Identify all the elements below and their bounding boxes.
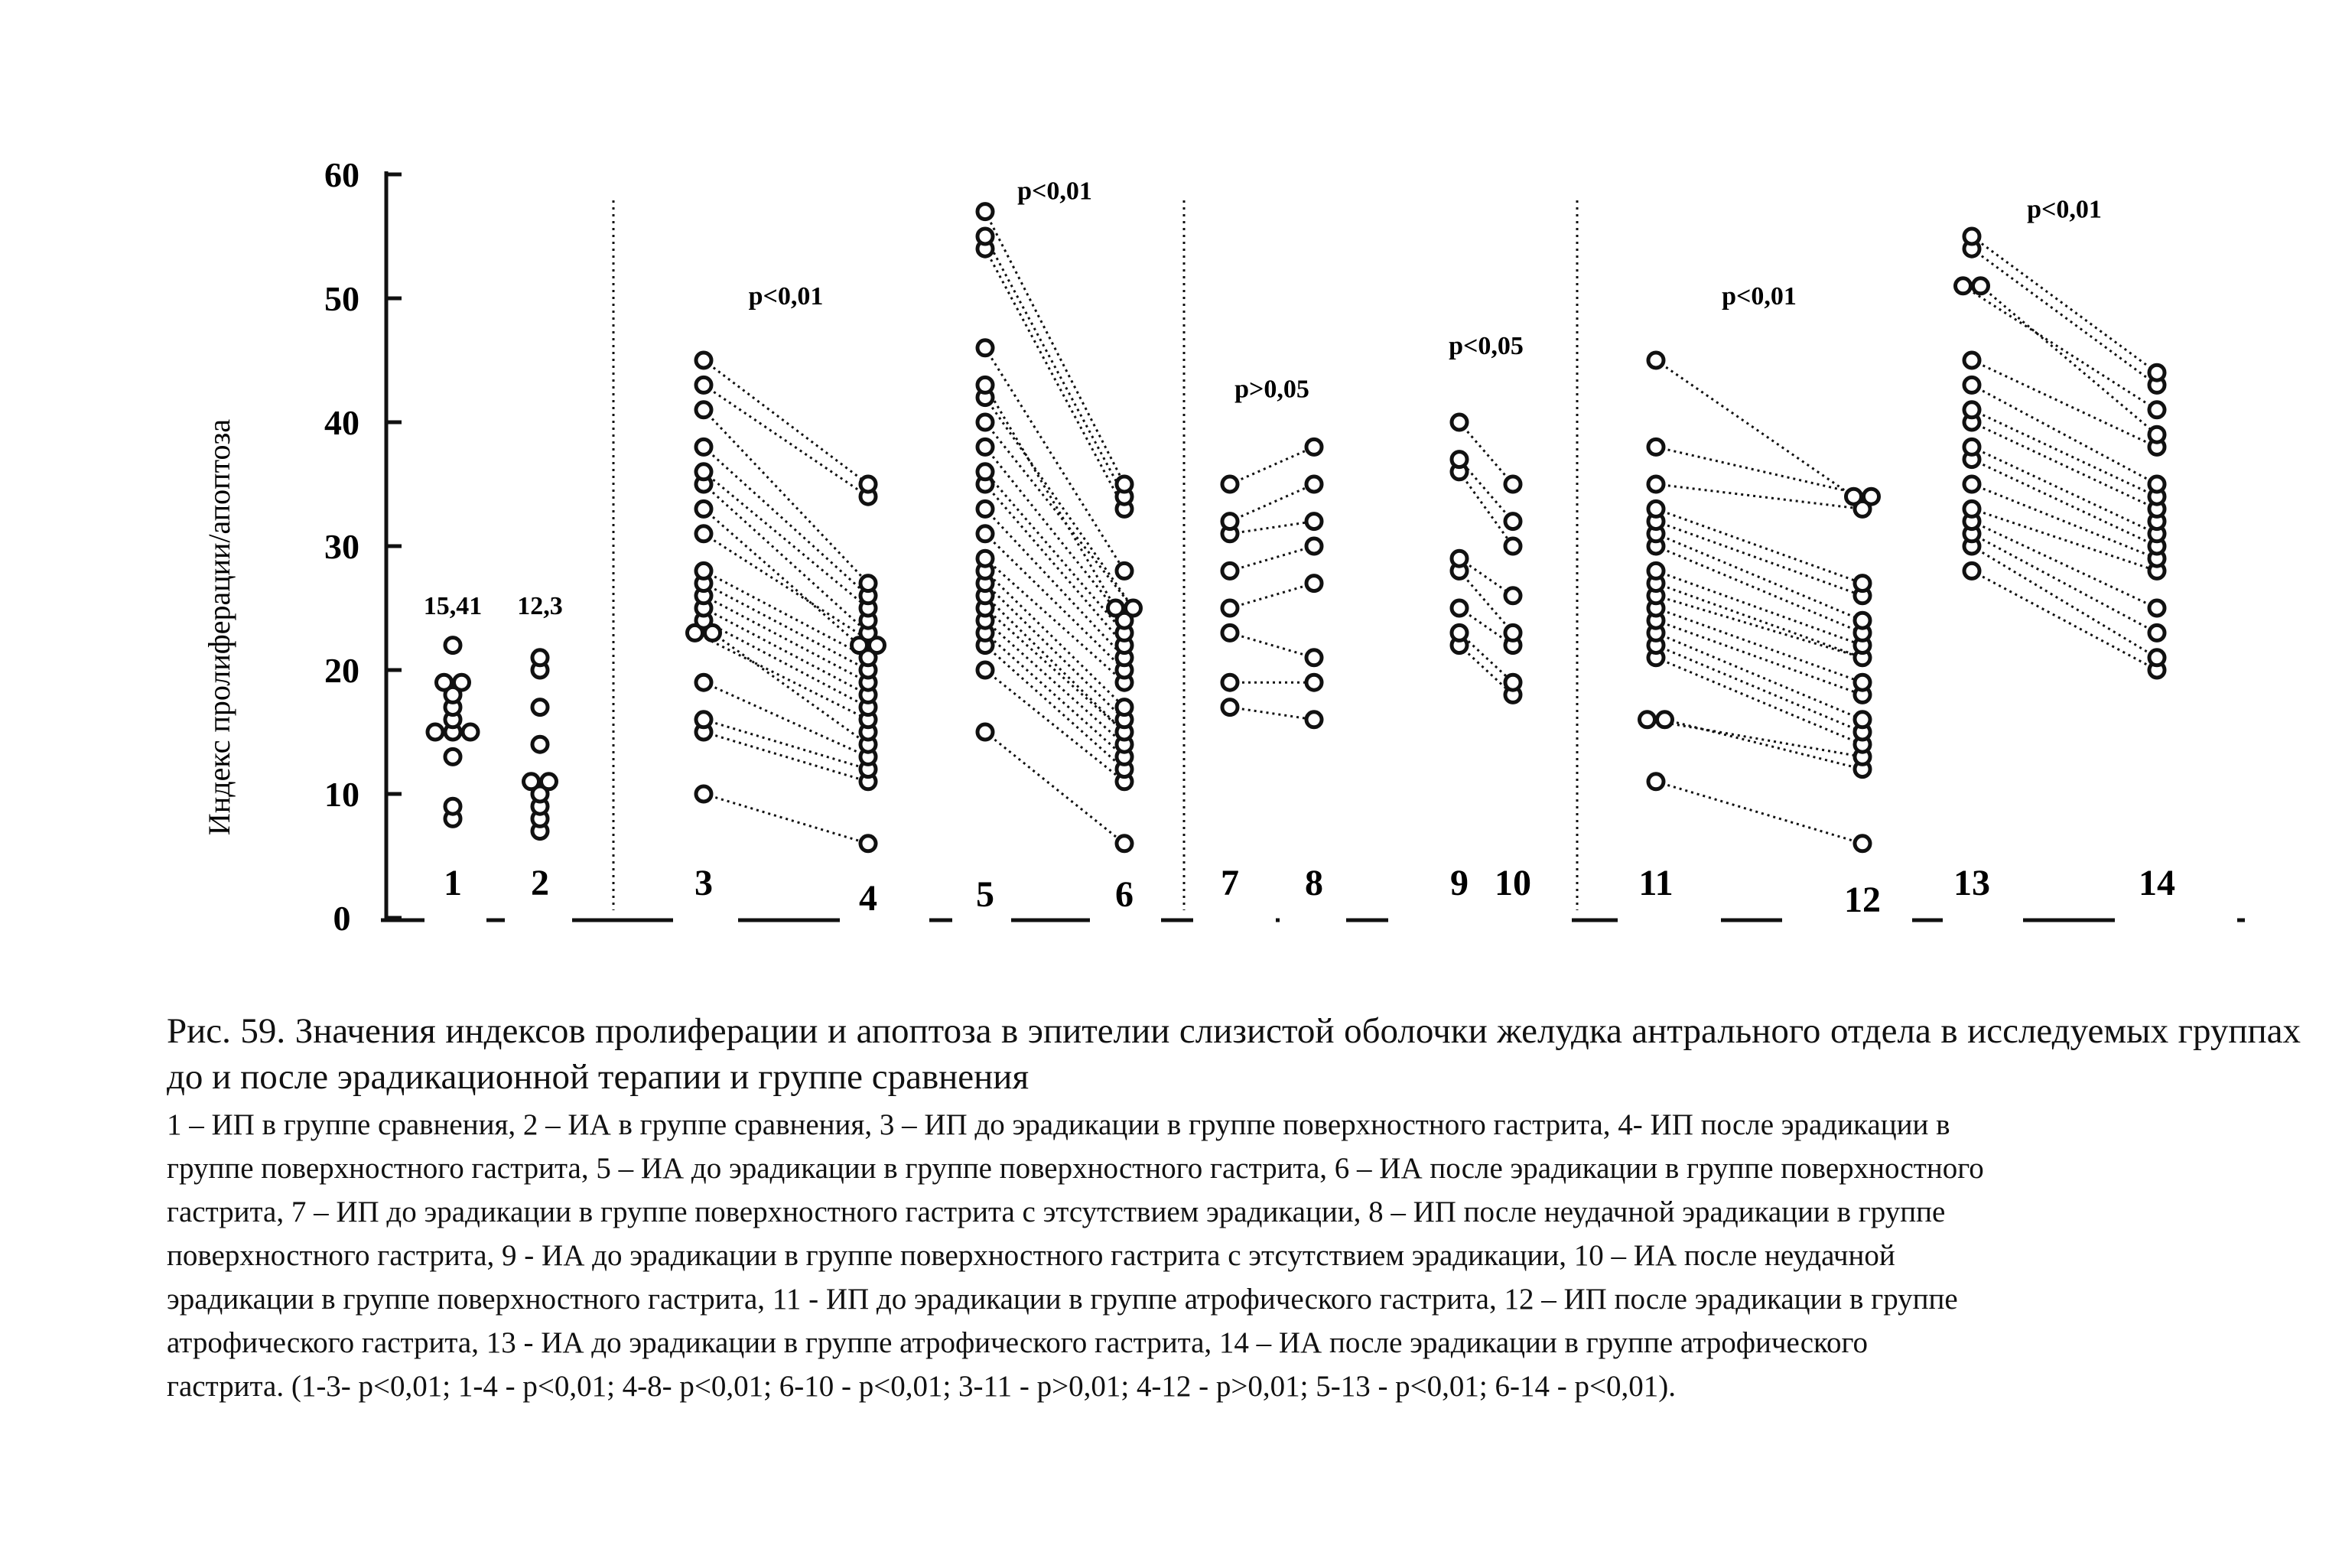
pair-line xyxy=(1656,620,1862,695)
pair-line xyxy=(1230,522,1314,534)
data-point xyxy=(696,526,711,542)
pair-line xyxy=(1656,534,1862,620)
figure-caption xyxy=(167,1008,2301,1408)
pair-line xyxy=(985,732,1124,844)
data-point xyxy=(696,786,711,802)
pair-line xyxy=(695,633,869,719)
data-point xyxy=(532,700,548,715)
data-point xyxy=(1855,576,1870,591)
y-tick-label: 0 xyxy=(333,899,351,938)
pair-line xyxy=(704,682,868,756)
data-point xyxy=(1964,563,1979,578)
y-tick-label: 60 xyxy=(324,155,359,194)
data-point xyxy=(524,774,539,789)
data-point xyxy=(1117,563,1132,578)
group-label: 14 xyxy=(2139,863,2175,903)
pair-line xyxy=(1656,646,1862,732)
data-point xyxy=(1855,712,1870,727)
significance-annotation: p<0,05 xyxy=(1449,331,1524,360)
data-point xyxy=(454,675,470,690)
pair-line xyxy=(985,509,1124,657)
pair-line xyxy=(985,249,1124,509)
pair-line xyxy=(704,410,868,584)
group-label: 1 xyxy=(444,863,462,903)
data-point xyxy=(696,402,711,418)
data-point xyxy=(1505,625,1521,640)
data-point xyxy=(977,464,993,480)
data-point xyxy=(2149,402,2165,418)
pair-line xyxy=(704,385,868,496)
pair-line xyxy=(1230,484,1314,522)
data-point xyxy=(1648,563,1664,578)
data-point xyxy=(2149,477,2165,492)
data-point xyxy=(1222,625,1238,640)
pair-line xyxy=(1972,385,2157,484)
data-point xyxy=(1306,675,1322,690)
data-point xyxy=(1117,700,1132,715)
data-point xyxy=(1964,353,1979,368)
pair-line xyxy=(713,633,869,744)
data-point xyxy=(977,204,993,220)
data-point xyxy=(860,477,876,492)
y-axis-label: Индекс пролиферации/апоптоза xyxy=(202,418,236,836)
data-point xyxy=(860,576,876,591)
data-point xyxy=(1505,538,1521,554)
data-point xyxy=(1648,501,1664,516)
data-point xyxy=(1117,836,1132,851)
significance-annotation: 12,3 xyxy=(517,592,563,621)
data-point xyxy=(437,675,452,690)
data-point xyxy=(1306,712,1322,727)
pair-line xyxy=(1981,286,2158,434)
caption-legend-line: 1 – ИП в группе сравнения, 2 – ИА в группе сравнения, 3 – ИП до эрадикации в группе поверхностного гастрита, 4- ИП после эрадикации в xyxy=(167,1108,1950,1141)
pair-line xyxy=(704,447,868,595)
pair-line xyxy=(1656,782,1862,844)
y-tick-label: 30 xyxy=(324,527,359,566)
pair-line xyxy=(704,509,860,645)
data-point xyxy=(2149,650,2165,665)
data-point xyxy=(696,675,711,690)
pair-line xyxy=(985,596,1124,732)
data-point xyxy=(1306,576,1322,591)
pair-line xyxy=(985,608,1124,732)
pair-line xyxy=(1656,484,1862,509)
group-label: 12 xyxy=(1844,880,1881,920)
pair-line xyxy=(1230,447,1314,484)
data-point xyxy=(2149,625,2165,640)
data-point xyxy=(1505,514,1521,529)
data-point xyxy=(1855,613,1870,628)
data-point xyxy=(463,724,478,740)
data-point xyxy=(1964,439,1979,454)
caption-legend-line: поверхностного гастрита, 9 - ИА до эрадикации в группе поверхностного гастрита с этсутствием эрадикации, 10 – ИА после неудачной xyxy=(167,1239,1895,1272)
pair-line xyxy=(1972,534,2157,633)
significance-annotation: p<0,01 xyxy=(748,282,824,311)
pair-line xyxy=(1656,522,1862,596)
significance-annotation: 15,41 xyxy=(423,592,483,621)
data-point xyxy=(1452,625,1467,640)
data-point xyxy=(977,340,993,356)
data-point xyxy=(1222,514,1238,529)
data-point xyxy=(1222,700,1238,715)
pair-line xyxy=(1656,658,1862,744)
pair-line xyxy=(985,620,1124,744)
caption-legend-line: эрадикации в группе поверхностного гастрита, 11 - ИП до эрадикации в группе атрофического гастрита, 12 – ИП после эрадикации в группе xyxy=(167,1283,1958,1316)
group-label: 4 xyxy=(859,878,877,919)
data-point xyxy=(1126,600,1141,616)
significance-annotation: p<0,01 xyxy=(1722,282,1797,311)
pair-line xyxy=(1972,546,2157,658)
chart-labels xyxy=(424,177,2175,920)
pair-line xyxy=(1963,286,2158,410)
data-point xyxy=(532,737,548,752)
pair-line xyxy=(1230,546,1314,571)
pair-line xyxy=(704,534,877,646)
data-point xyxy=(542,774,557,789)
caption-legend xyxy=(167,1103,2301,1408)
significance-annotation: p<0,01 xyxy=(1017,177,1092,206)
pair-line xyxy=(985,472,1124,633)
pair-line xyxy=(1656,633,1862,719)
data-point xyxy=(1222,477,1238,492)
data-point xyxy=(1648,774,1664,789)
data-point xyxy=(1505,675,1521,690)
data-point xyxy=(1973,278,1989,294)
pair-line xyxy=(704,608,868,695)
pair-line xyxy=(985,633,1124,756)
data-point xyxy=(1640,712,1655,727)
data-point xyxy=(1306,439,1322,454)
data-point xyxy=(696,353,711,368)
y-tick-label: 50 xyxy=(324,279,359,318)
y-tick-label: 40 xyxy=(324,403,359,442)
data-point xyxy=(1846,489,1862,504)
pair-line xyxy=(1665,720,1863,769)
data-point xyxy=(1964,377,1979,392)
group-label: 2 xyxy=(531,863,549,903)
data-point xyxy=(696,712,711,727)
y-tick-label: 10 xyxy=(324,775,359,814)
data-point xyxy=(977,377,993,392)
y-tick-label: 20 xyxy=(324,651,359,690)
data-point xyxy=(977,229,993,244)
caption-legend-line: группе поверхностного гастрита, 5 – ИА до эрадикации в группе поверхностного гастрита, 6 – ИА после эрадикации в группе поверхностного xyxy=(167,1152,1984,1185)
group-label: 13 xyxy=(1953,863,1990,903)
pair-line xyxy=(985,534,1124,670)
pair-line xyxy=(985,212,1124,484)
pair-line xyxy=(1648,720,1863,757)
caption-legend-line: атрофического гастрита, 13 - ИА до эрадикации в группе атрофического гастрита, 14 – ИА после эрадикации в группе атрофического xyxy=(167,1326,1869,1359)
group-label: 8 xyxy=(1305,863,1323,903)
group-label: 11 xyxy=(1638,863,1674,903)
data-point xyxy=(1306,538,1322,554)
pair-line xyxy=(704,360,868,484)
data-point xyxy=(1452,415,1467,430)
significance-annotation: p>0,05 xyxy=(1234,375,1309,404)
data-point xyxy=(1222,563,1238,578)
data-point xyxy=(445,749,460,764)
pair-line xyxy=(1459,571,1513,633)
pair-line xyxy=(1972,522,2157,608)
group-label: 9 xyxy=(1450,863,1469,903)
data-point xyxy=(1864,489,1879,504)
data-point xyxy=(977,724,993,740)
pair-line xyxy=(1656,596,1862,658)
pair-line xyxy=(1972,236,2157,372)
group-label: 5 xyxy=(976,874,994,915)
pair-line xyxy=(985,558,1124,682)
data-point xyxy=(1306,650,1322,665)
pair-line xyxy=(704,596,868,682)
data-point xyxy=(696,439,711,454)
data-point xyxy=(977,662,993,678)
pair-line xyxy=(985,584,1124,720)
group-label: 7 xyxy=(1221,863,1239,903)
data-point xyxy=(1648,353,1664,368)
pair-line xyxy=(704,732,868,782)
data-point xyxy=(1222,600,1238,616)
data-point xyxy=(1306,514,1322,529)
data-point xyxy=(2149,600,2165,616)
data-point xyxy=(532,650,548,665)
data-point xyxy=(1648,477,1664,492)
pair-line xyxy=(704,794,868,844)
pair-line xyxy=(704,620,868,707)
data-point xyxy=(1964,402,1979,418)
pair-lines xyxy=(695,212,2158,844)
data-point xyxy=(696,501,711,516)
data-point xyxy=(1452,600,1467,616)
data-point xyxy=(1505,477,1521,492)
pair-line xyxy=(1972,460,2157,546)
data-point xyxy=(977,501,993,516)
pair-line xyxy=(1230,708,1314,720)
data-point xyxy=(1964,501,1979,516)
data-point xyxy=(445,799,460,814)
data-point xyxy=(445,638,460,653)
group-label: 3 xyxy=(694,863,713,903)
data-point xyxy=(696,377,711,392)
pair-line xyxy=(1230,633,1314,657)
pair-line xyxy=(1972,410,2157,496)
data-point xyxy=(1855,836,1870,851)
data-points xyxy=(428,204,2165,851)
data-point xyxy=(696,464,711,480)
data-point xyxy=(860,836,876,851)
data-point xyxy=(1108,600,1124,616)
pair-line xyxy=(985,646,1124,769)
data-point xyxy=(696,563,711,578)
data-point xyxy=(2149,365,2165,380)
data-point xyxy=(1452,452,1467,467)
data-point xyxy=(1505,588,1521,603)
significance-annotation: p<0,01 xyxy=(2027,195,2102,224)
data-point xyxy=(1964,229,1979,244)
caption-title: Рис. 59. Значения индексов пролиферации и апоптоза в эпителии слизистой оболочки желудка антрального отдела в исследуемых группах до и после эрадикационной терапии и группе сравнения xyxy=(167,1011,2301,1097)
data-point xyxy=(1648,439,1664,454)
data-point xyxy=(1964,477,1979,492)
pair-line xyxy=(1230,584,1314,608)
pair-line xyxy=(985,422,1134,608)
data-point xyxy=(977,551,993,566)
data-point xyxy=(1222,675,1238,690)
pair-line xyxy=(704,584,868,670)
pair-line xyxy=(985,447,1124,620)
pair-line xyxy=(1656,360,1854,496)
pair-line xyxy=(1459,608,1513,646)
data-point xyxy=(1956,278,1971,294)
data-point xyxy=(1657,712,1673,727)
pair-line xyxy=(1459,558,1513,596)
group-label: 6 xyxy=(1115,874,1134,915)
caption-legend-line: гастрита. (1-3- p<0,01; 1-4 - p<0,01; 4-8- p<0,01; 6-10 - p<0,01; 3-11 - p>0,01; 4-12 - p>0,01; 5-13 - p<0,01; 6-14 - p<0,01). xyxy=(167,1370,1676,1403)
data-point xyxy=(2149,427,2165,442)
data-point xyxy=(1306,477,1322,492)
pair-line xyxy=(1972,571,2157,670)
data-point xyxy=(977,415,993,430)
pair-line xyxy=(1972,249,2157,385)
pair-line xyxy=(1656,509,1862,583)
data-point xyxy=(428,724,443,740)
data-point xyxy=(1117,477,1132,492)
caption-legend-line: гастрита, 7 – ИП до эрадикации в группе поверхностного гастрита с этсутствием эрадикации, 8 – ИП после неудачной эрадикации в группе xyxy=(167,1196,1946,1228)
pair-line xyxy=(985,398,1134,608)
data-point xyxy=(977,526,993,542)
data-point xyxy=(1855,675,1870,690)
group-label: 10 xyxy=(1495,863,1531,903)
data-point xyxy=(977,439,993,454)
pair-line xyxy=(1656,546,1862,633)
data-point xyxy=(1452,551,1467,566)
